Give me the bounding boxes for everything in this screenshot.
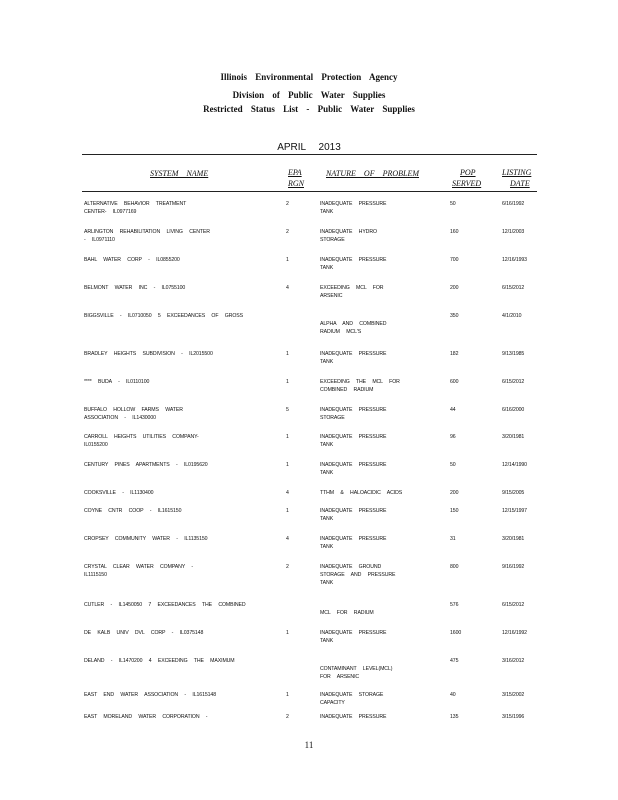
table-row	[0, 461, 618, 491]
epa-region-cell: 2	[286, 201, 289, 207]
table-row	[0, 535, 618, 565]
system-name-cell: DE KALB UNIV DVL CORP - IL0375148	[84, 630, 204, 636]
epa-region-cell: 1	[286, 630, 289, 636]
table-row	[0, 713, 618, 743]
epa-region-cell: 4	[286, 536, 289, 542]
nature-of-problem-cell: INADEQUATE HYDRO STORAGE	[320, 229, 377, 243]
listing-date-cell: 9/15/2005	[502, 490, 525, 496]
nature-of-problem-cell: INADEQUATE PRESSURE TANK	[320, 201, 387, 215]
listing-date-cell: 12/15/1997	[502, 508, 527, 514]
system-name-cell: BIGGSVILLE - IL0710050 5 EXCEEDANCES OF GROSS	[84, 313, 243, 319]
nature-of-problem-cell: EXCEEDING MCL FOR ARSENIC	[320, 285, 384, 299]
table-row	[0, 563, 618, 593]
population-served-cell: 576	[450, 602, 459, 608]
population-served-cell: 50	[450, 201, 456, 207]
header-rule-top	[82, 154, 537, 155]
listing-date-cell: 3/20/1981	[502, 536, 525, 542]
listing-date-cell: 6/15/2012	[502, 285, 525, 291]
col-listing-line2: DATE	[510, 179, 530, 188]
system-name-cell: CROPSEY COMMUNITY WATER - IL1135150	[84, 536, 208, 542]
table-row	[0, 657, 618, 687]
epa-region-cell: 1	[286, 508, 289, 514]
population-served-cell: 160	[450, 229, 459, 235]
population-served-cell: 600	[450, 379, 459, 385]
nature-of-problem-cell: INADEQUATE PRESSURE	[320, 714, 387, 720]
listing-date-cell: 3/16/2012	[502, 658, 525, 664]
population-served-cell: 135	[450, 714, 459, 720]
system-name-cell: CENTURY PINES APARTMENTS - IL0195620	[84, 462, 208, 468]
system-name-cell: COOKSVILLE - IL1130400	[84, 490, 154, 496]
population-served-cell: 40	[450, 692, 456, 698]
system-name-cell: **** BUDA - IL0110100	[84, 379, 150, 385]
nature-of-problem-cell: INADEQUATE PRESSURE TANK	[320, 536, 387, 550]
col-epa-rgn-line1: EPA	[288, 168, 302, 177]
population-served-cell: 96	[450, 434, 456, 440]
system-name-cell: BRADLEY HEIGHTS SUBDIVISION - IL2015500	[84, 351, 213, 357]
nature-of-problem-cell: INADEQUATE PRESSURE TANK	[320, 351, 387, 365]
epa-region-cell: 2	[286, 714, 289, 720]
nature-of-problem-cell: CONTAMINANT LEVEL(MCL) FOR ARSENIC	[320, 666, 393, 680]
system-name-cell: ALTERNATIVE BEHAVIOR TREATMENT CENTER- IL0977169	[84, 201, 187, 215]
report-month: APRIL 2013	[277, 142, 341, 153]
system-name-cell: CRYSTAL CLEAR WATER COMPANY - IL1115150	[84, 564, 194, 578]
epa-region-cell: 1	[286, 692, 289, 698]
table-row	[0, 350, 618, 380]
table-row	[0, 256, 618, 286]
listing-date-cell: 3/15/1996	[502, 714, 525, 720]
agency-title: Illinois Environmental Protection Agency	[220, 72, 398, 82]
epa-region-cell: 1	[286, 434, 289, 440]
epa-region-cell: 1	[286, 462, 289, 468]
col-listing-line1: LISTING	[502, 168, 532, 177]
population-served-cell: 800	[450, 564, 459, 570]
listing-date-cell: 3/20/1981	[502, 434, 525, 440]
listing-date-cell: 9/16/1992	[502, 564, 525, 570]
population-served-cell: 475	[450, 658, 459, 664]
system-name-cell: EAST END WATER ASSOCIATION - IL1615148	[84, 692, 216, 698]
system-name-cell: CUTLER - IL1450050 7 EXCEEDANCES THE COMBINED	[84, 602, 246, 608]
nature-of-problem-cell: INADEQUATE PRESSURE TANK	[320, 630, 387, 644]
nature-of-problem-cell: INADEQUATE PRESSURE TANK	[320, 434, 387, 448]
table-row	[0, 629, 618, 659]
nature-of-problem-cell: EXCEEDING THE MCL FOR COMBINED RADIUM	[320, 379, 400, 393]
system-name-cell: BAHL WATER CORP - IL0855200	[84, 257, 180, 263]
col-system-name: SYSTEM NAME	[150, 169, 209, 178]
population-served-cell: 200	[450, 285, 459, 291]
listing-date-cell: 12/1/2003	[502, 229, 525, 235]
system-name-cell: BUFFALO HOLLOW FARMS WATER ASSOCIATION - IL1430000	[84, 407, 183, 421]
population-served-cell: 700	[450, 257, 459, 263]
col-pop-line1: POP	[460, 168, 476, 177]
listing-date-cell: 9/13/1985	[502, 351, 525, 357]
system-name-cell: DELAND - IL1470200 4 EXCEEDING THE MAXIMUM	[84, 658, 235, 664]
system-name-cell: BELMONT WATER INC - IL0755100	[84, 285, 186, 291]
population-served-cell: 182	[450, 351, 459, 357]
listing-date-cell: 4/1/2010	[502, 313, 522, 319]
nature-of-problem-cell: ALPHA AND COMBINED RADIUM MCL'S	[320, 321, 387, 335]
nature-of-problem-cell: MCL FOR RADIUM	[320, 610, 374, 616]
table-row	[0, 200, 618, 230]
population-served-cell: 44	[450, 407, 456, 413]
system-name-cell: CARROLL HEIGHTS UTILITIES COMPANY- IL0155200	[84, 434, 199, 448]
epa-region-cell: 4	[286, 285, 289, 291]
table-row	[0, 228, 618, 258]
table-row	[0, 406, 618, 436]
population-served-cell: 150	[450, 508, 459, 514]
nature-of-problem-cell: INADEQUATE PRESSURE TANK	[320, 257, 387, 271]
listing-date-cell: 6/16/1992	[502, 201, 525, 207]
nature-of-problem-cell: INADEQUATE PRESSURE TANK	[320, 508, 387, 522]
listing-date-cell: 3/15/2002	[502, 692, 525, 698]
system-name-cell: ARLINGTON REHABILITATION LIVING CENTER - IL0971110	[84, 229, 210, 243]
listing-date-cell: 6/15/2012	[502, 379, 525, 385]
listing-date-cell: 12/16/1992	[502, 630, 527, 636]
population-served-cell: 1600	[450, 630, 462, 636]
nature-of-problem-cell: TTHM & HALOACIDIC ACIDS	[320, 490, 403, 496]
epa-region-cell: 1	[286, 351, 289, 357]
nature-of-problem-cell: INADEQUATE PRESSURE STORAGE	[320, 407, 387, 421]
col-nature-of-problem: NATURE OF PROBLEM	[326, 169, 420, 178]
epa-region-cell: 2	[286, 229, 289, 235]
listing-date-cell: 6/15/2012	[502, 602, 525, 608]
table-row	[0, 284, 618, 314]
nature-of-problem-cell: INADEQUATE GROUND STORAGE AND PRESSURE TANK	[320, 564, 396, 586]
division-title: Division of Public Water Supplies	[232, 90, 386, 100]
table-row	[0, 601, 618, 631]
table-row	[0, 378, 618, 408]
epa-region-cell: 5	[286, 407, 289, 413]
system-name-cell: COYNE CNTR COOP - IL1615150	[84, 508, 182, 514]
header-rule-bottom	[82, 191, 537, 192]
table-row	[0, 433, 618, 463]
epa-region-cell: 2	[286, 564, 289, 570]
population-served-cell: 50	[450, 462, 456, 468]
population-served-cell: 350	[450, 313, 459, 319]
col-epa-rgn-line2: RGN	[288, 179, 304, 188]
nature-of-problem-cell: INADEQUATE PRESSURE TANK	[320, 462, 387, 476]
epa-region-cell: 4	[286, 490, 289, 496]
listing-date-cell: 6/16/2000	[502, 407, 525, 413]
system-name-cell: EAST MORELAND WATER CORPORATION -	[84, 714, 208, 720]
epa-region-cell: 1	[286, 379, 289, 385]
population-served-cell: 200	[450, 490, 459, 496]
table-row	[0, 312, 618, 342]
col-pop-line2: SERVED	[452, 179, 482, 188]
list-title: Restricted Status List - Public Water Supplies	[203, 104, 415, 114]
nature-of-problem-cell: INADEQUATE STORAGE CAPACITY	[320, 692, 384, 706]
listing-date-cell: 12/14/1990	[502, 462, 527, 468]
page-number: 11	[304, 740, 314, 750]
table-row	[0, 507, 618, 537]
population-served-cell: 31	[450, 536, 456, 542]
listing-date-cell: 12/16/1993	[502, 257, 527, 263]
epa-region-cell: 1	[286, 257, 289, 263]
